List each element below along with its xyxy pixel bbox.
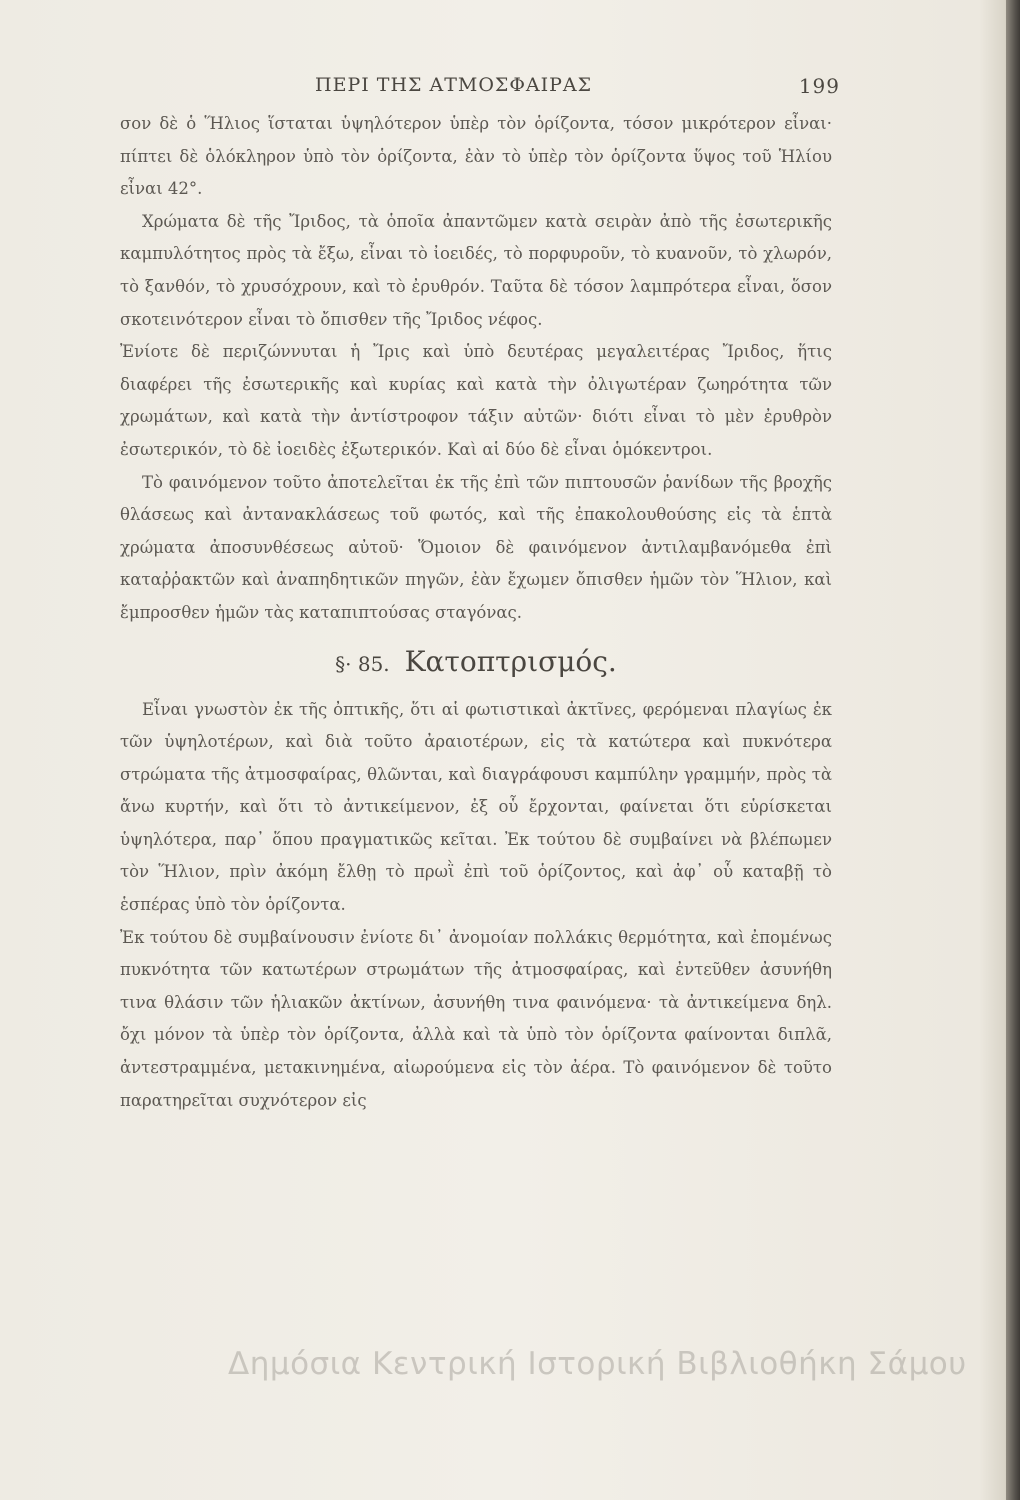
running-title: ΠΕΡΙ ΤΗΣ ΑΤΜΟΣΦΑΙΡΑΣ xyxy=(315,74,593,96)
paragraph: Ἐκ τούτου δὲ συμβαίνουσιν ἐνίοτε δι᾽ ἀνομοίαν πολλάκις θερμότητα, καὶ ἐπομένως πυκνότητα τῶν κατωτέρων στρωμάτων τῆς ἀτμοσφαίρας, καὶ ἐντεῦθεν ἀσυνήθη τινα θλάσιν τῶν ἡλιακῶν ἀκτίνων, ἀσυνήθη τινα φαινόμενα· τὰ ἀντικείμενα δηλ. ὄχι μόνον τὰ ὑπὲρ τὸν ὁρίζοντα, ἀλλὰ καὶ τὰ ὑπὸ τὸν ὁρίζοντα φαίνονται διπλᾶ, ἀντεστραμμένα, μετακινημένα, αἰωρούμενα εἰς τὸν ἀέρα. Τὸ φαινόμενον δὲ τοῦτο παρατηρεῖται συχνότερον εἰς xyxy=(120,927,832,1110)
body-text xyxy=(120,108,832,1117)
paragraph: Εἶναι γνωστὸν ἐκ τῆς ὀπτικῆς, ὅτι αἱ φωτιστικαὶ ἀκτῖνες, φερόμεναι πλαγίως ἐκ τῶν ὑψηλοτέρων, καὶ διὰ τοῦτο ἀραιοτέρων, εἰς τὰ κατώτερα καὶ πυκνότερα στρώματα τῆς ἀτμοσφαίρας, θλῶνται, καὶ διαγράφουσι καμπύλην γραμμήν, πρὸς τὰ ἄνω κυρτήν, καὶ ὅτι τὸ ἀντικείμενον, ἐξ οὗ ἔρχονται, φαίνεται ὅτι εὑρίσκεται ὑψηλότερα, παρ᾽ ὅπου πραγματικῶς κεῖται. Ἐκ τούτου δὲ συμβαίνει νὰ βλέπωμεν τὸν Ἥλιον, πρὶν ἀκόμη ἔλθῃ τὸ πρωῒ ἐπὶ τοῦ ὁρίζοντος, καὶ ἀφ᾽ οὗ καταβῇ τὸ ἑσπέρας ὑπὸ τὸν ὁρίζοντα. xyxy=(120,699,832,915)
section-title: Κατοπτρισμός. xyxy=(404,644,617,678)
paragraph: σον δὲ ὁ Ἥλιος ἵσταται ὑψηλότερον ὑπὲρ τὸν ὁρίζοντα, τόσον μικρότερον εἶναι· πίπτει δὲ ὁλόκληρον ὑπὸ τὸν ὁρίζοντα, ἐὰν τὸ ὑπὲρ τὸν ὁρίζοντα ὕψος τοῦ Ἡλίου εἶναι 42°. xyxy=(120,114,832,199)
page-header xyxy=(120,74,840,104)
section-heading xyxy=(120,642,832,684)
page-number: 199 xyxy=(798,74,840,98)
paragraph: Χρώματα δὲ τῆς Ἴριδος, τὰ ὁποῖα ἀπαντῶμεν κατὰ σειρὰν ἀπὸ τῆς ἐσωτερικῆς καμπυλότητος πρὸς τὰ ἔξω, εἶναι τὸ ἰοειδές, τὸ πορφυροῦν, τὸ κυανοῦν, τὸ χλωρόν, τὸ ξανθόν, τὸ χρυσόχρουν, καὶ τὸ ἐρυθρόν. Ταῦτα δὲ τόσον λαμπρότερα εἶναι, ὅσον σκοτεινότερον εἶναι τὸ ὄπισθεν τῆς Ἴριδος νέφος. xyxy=(120,211,832,329)
paragraph: Ἐνίοτε δὲ περιζώννυται ἡ Ἴρις καὶ ὑπὸ δευτέρας μεγαλειτέρας Ἴριδος, ἥτις διαφέρει τῆς ἐσωτερικῆς καὶ κυρίας καὶ κατὰ τὴν ὀλιγωτέραν ζωηρότητα τῶν χρωμάτων, καὶ κατὰ τὴν ἀντίστροφον τάξιν αὐτῶν· διότι εἶναι τὸ μὲν ἐρυθρὸν ἐσωτερικόν, τὸ δὲ ἰοειδὲς ἐξωτερικόν. Καὶ αἱ δύο δὲ εἶναι ὁμόκεντροι. xyxy=(120,342,832,459)
library-watermark: Δημόσια Κεντρική Ιστορική Βιβλιοθήκη Σάμου xyxy=(228,1346,967,1382)
section-number: §· 85. xyxy=(335,651,390,676)
book-spine-edge xyxy=(1006,0,1020,1500)
paragraph: Τὸ φαινόμενον τοῦτο ἀποτελεῖται ἐκ τῆς ἐπὶ τῶν πιπτουσῶν ῥανίδων τῆς βροχῆς θλάσεως καὶ ἀντανακλάσεως τοῦ φωτός, καὶ τῆς ἐπακολουθούσης εἰς τὰ ἑπτὰ χρώματα ἀποσυνθέσεως αὐτοῦ· Ὅμοιον δὲ φαινόμενον ἀντιλαμβανόμεθα ἐπὶ καταῤῥακτῶν καὶ ἀναπηδητικῶν πηγῶν, ἐὰν ἔχωμεν ὄπισθεν ἡμῶν τὸν Ἥλιον, καὶ ἔμπροσθεν ἡμῶν τὰς καταπιπτούσας σταγόνας. xyxy=(120,472,832,622)
